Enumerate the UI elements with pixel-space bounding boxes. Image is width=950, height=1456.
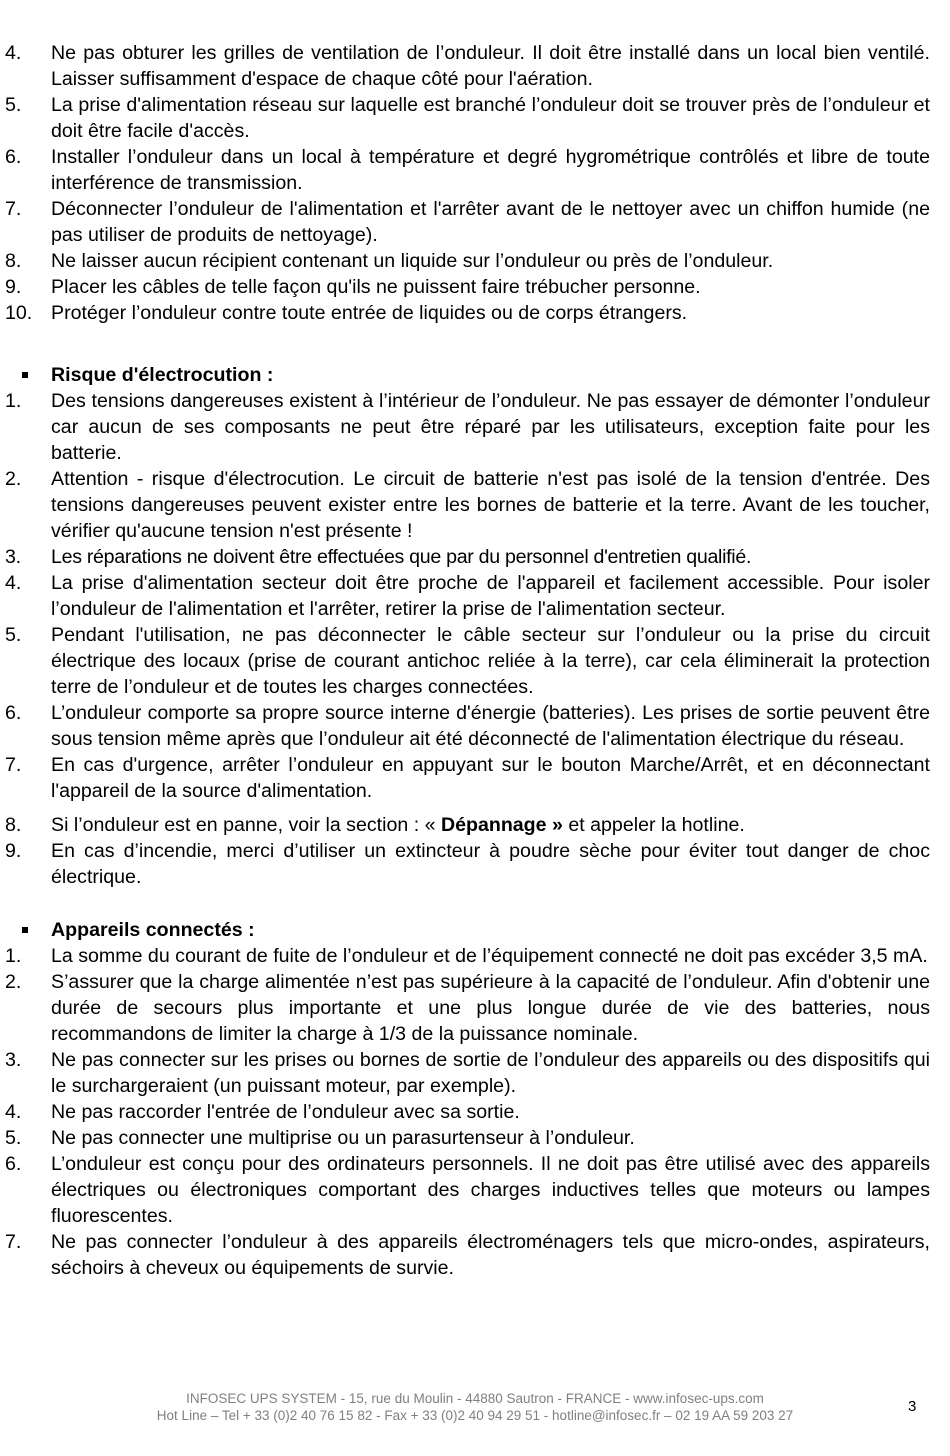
square-bullet-icon — [22, 927, 28, 933]
list-item: 2. Attention - risque d'électrocution. Le circuit de batterie n'est pas isolé de la tension d'entrée. Des tensions dangereuses peuvent exister entre les bornes de batterie et la terre. Avant de les toucher, vérifier qu'aucune tension n'est présente ! — [5, 468, 930, 542]
list-item: 7. En cas d'urgence, arrêter l’onduleur en appuyant sur le bouton Marche/Arrêt, et en déconnectant l'appareil de la source d'alimentation. — [5, 754, 930, 802]
electrocution-list — [0, 388, 950, 890]
square-bullet-icon — [22, 372, 28, 378]
list-item: 10. Protéger l’onduleur contre toute entrée de liquides ou de corps étrangers. — [5, 302, 688, 324]
list-item: 5. Pendant l'utilisation, ne pas déconnecter le câble secteur sur l’onduleur ou la prise du circuit électrique des locaux (prise de courant antichoc reliée à la terre), car cela éliminerait la protection terre de l’onduleur et de toutes les charges connectées. — [5, 624, 930, 698]
list-item: 6. Installer l’onduleur dans un local à température et degré hygrométrique contrôlés et libre de toute interférence de transmission. — [5, 146, 930, 194]
list-item: 5. La prise d'alimentation réseau sur laquelle est branché l’onduleur doit se trouver près de l’onduleur et doit être facile d'accès. — [5, 94, 930, 142]
list-item: 8. Si l’onduleur est en panne, voir la section : « Dépannage » et appeler la hotline. — [5, 814, 745, 836]
list-item: 5. Ne pas connecter une multiprise ou un parasurtenseur à l’onduleur. — [5, 1127, 635, 1149]
connected-devices-list — [0, 943, 950, 1281]
page-number: 3 — [908, 1398, 917, 1415]
list-item: 4. La prise d'alimentation secteur doit être proche de l'appareil et facilement accessible. Pour isoler l’onduleur de l'alimentation et l'arrêter, retirer la prise de l'alimentation secteur. — [5, 572, 930, 620]
page-footer — [0, 1390, 950, 1424]
list-item: 8. Ne laisser aucun récipient contenant un liquide sur l’onduleur ou près de l’onduleur. — [5, 250, 774, 272]
list-item: 3. Les réparations ne doivent être effectuées que par du personnel d'entretien qualifié. — [5, 546, 752, 568]
section-heading-electrocution: Risque d'électrocution : — [0, 362, 950, 388]
footer-address: INFOSEC UPS SYSTEM - 15, rue du Moulin - 44880 Sautron - FRANCE - www.infosec-ups.com — [186, 1391, 764, 1406]
list-item: 4. Ne pas obturer les grilles de ventilation de l’onduleur. Il doit être installé dans un local bien ventilé. Laisser suffisamment d'espace de chaque côté pour l'aération. — [5, 42, 930, 90]
section-heading-connected-devices: Appareils connectés : — [0, 917, 950, 943]
list-item: 6. L’onduleur est conçu pour des ordinateurs personnels. Il ne doit pas être utilisé avec des appareils électriques ou électroniques comportant des charges inductives telles que moteurs ou lampes fluorescentes. — [5, 1153, 930, 1227]
list-item: 2. S’assurer que la charge alimentée n’est pas supérieure à la capacité de l’onduleur. Afin d'obtenir une durée de secours plus importante et une plus longue durée de vie des batteries, nous recommandons de limiter la charge à 1/3 de la puissance nominale. — [5, 971, 930, 1045]
list-item: 4. Ne pas raccorder l'entrée de l’onduleur avec sa sortie. — [5, 1101, 520, 1123]
list-item: 3. Ne pas connecter sur les prises ou bornes de sortie de l’onduleur des appareils ou des dispositifs qui le surchargeraient (un puissant moteur, par exemple). — [5, 1049, 930, 1097]
list-item: 1. Des tensions dangereuses existent à l’intérieur de l’onduleur. Ne pas essayer de démonter l’onduleur car aucun de ses composants ne peut être réparé par les utilisateurs, exception faite pour les batterie. — [5, 390, 930, 464]
list-item: 1. La somme du courant de fuite de l’onduleur et de l’équipement connecté ne doit pas excéder 3,5 mA. — [5, 945, 928, 967]
safety-list-continued — [0, 40, 950, 326]
list-item: 6. L’onduleur comporte sa propre source interne d'énergie (batteries). Les prises de sortie peuvent être sous tension même après que l’onduleur ait été déconnecté de l'alimentation électrique du réseau. — [5, 702, 930, 750]
list-item: 9. En cas d’incendie, merci d’utiliser un extincteur à poudre sèche pour éviter tout danger de choc électrique. — [5, 840, 930, 888]
list-item: 7. Déconnecter l’onduleur de l'alimentation et l'arrêter avant de le nettoyer avec un chiffon humide (ne pas utiliser de produits de nettoyage). — [5, 198, 930, 246]
footer-contact: Hot Line – Tel + 33 (0)2 40 76 15 82 - Fax + 33 (0)2 40 94 29 51 - hotline@infosec.fr – 02 19 AA 59 203 27 — [156, 1408, 794, 1423]
list-item: 9. Placer les câbles de telle façon qu'ils ne puissent faire trébucher personne. — [5, 276, 701, 298]
list-item: 7. Ne pas connecter l’onduleur à des appareils électroménagers tels que micro-ondes, aspirateurs, séchoirs à cheveux ou équipements de survie. — [5, 1231, 930, 1279]
troubleshooting-reference: Dépannage » — [440, 814, 563, 836]
